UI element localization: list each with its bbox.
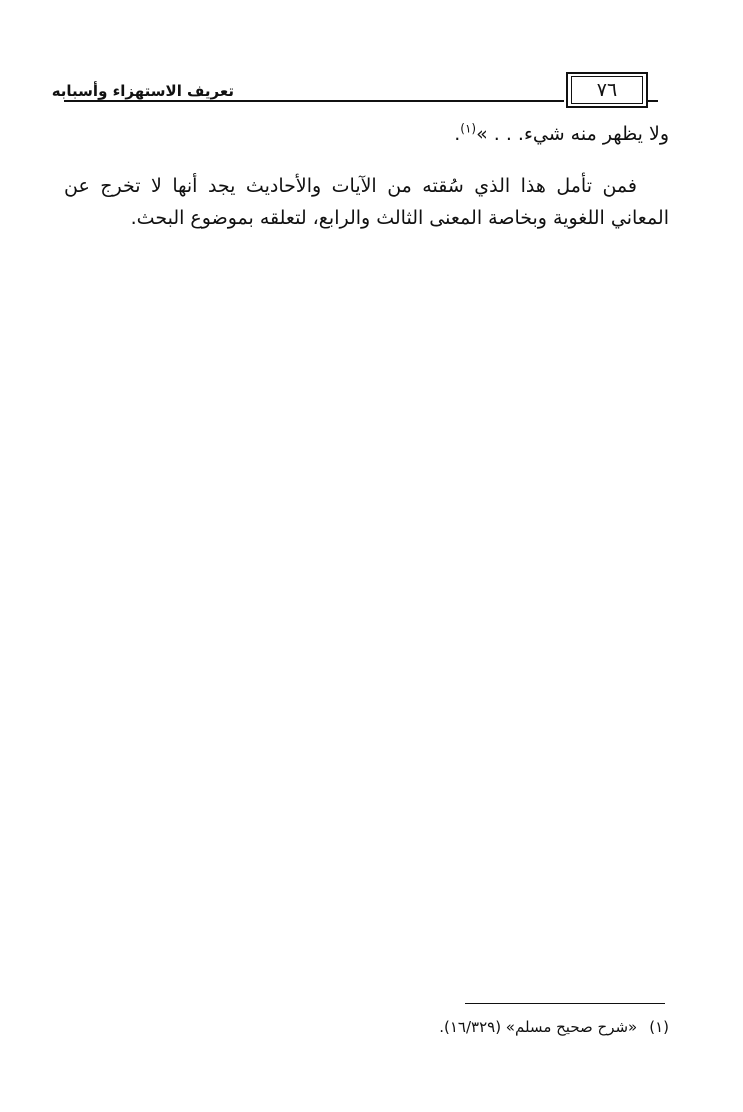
body-text: [64, 118, 669, 234]
header-rule-tick: [648, 100, 658, 102]
header-rule: [64, 100, 564, 102]
footnote-number: (١): [649, 1018, 669, 1036]
footnote-1: [300, 1016, 669, 1038]
paragraph-1-text: ولا يظهر منه شيء. . . »: [476, 123, 669, 145]
paragraph-2: فمن تأمل هذا الذي سُقته من الآيات والأحاديث يجد أنها لا تخرج عن المعاني اللغوية وبخاصة المعنى الثالث والرابع، لتعلقه بموضوع البحث.: [64, 175, 669, 229]
running-header-title: تعريف الاستهزاء وأسبابه: [51, 82, 234, 100]
paragraph-1-end: .: [454, 123, 461, 145]
page-number: ٧٦: [571, 76, 643, 104]
paragraph-1: [64, 118, 669, 150]
footnote-text: «شرح صحيح مسلم» (١٦/٣٢٩).: [439, 1018, 638, 1036]
footnote-reference: (١): [460, 121, 477, 136]
footnote-separator: [465, 1003, 665, 1004]
